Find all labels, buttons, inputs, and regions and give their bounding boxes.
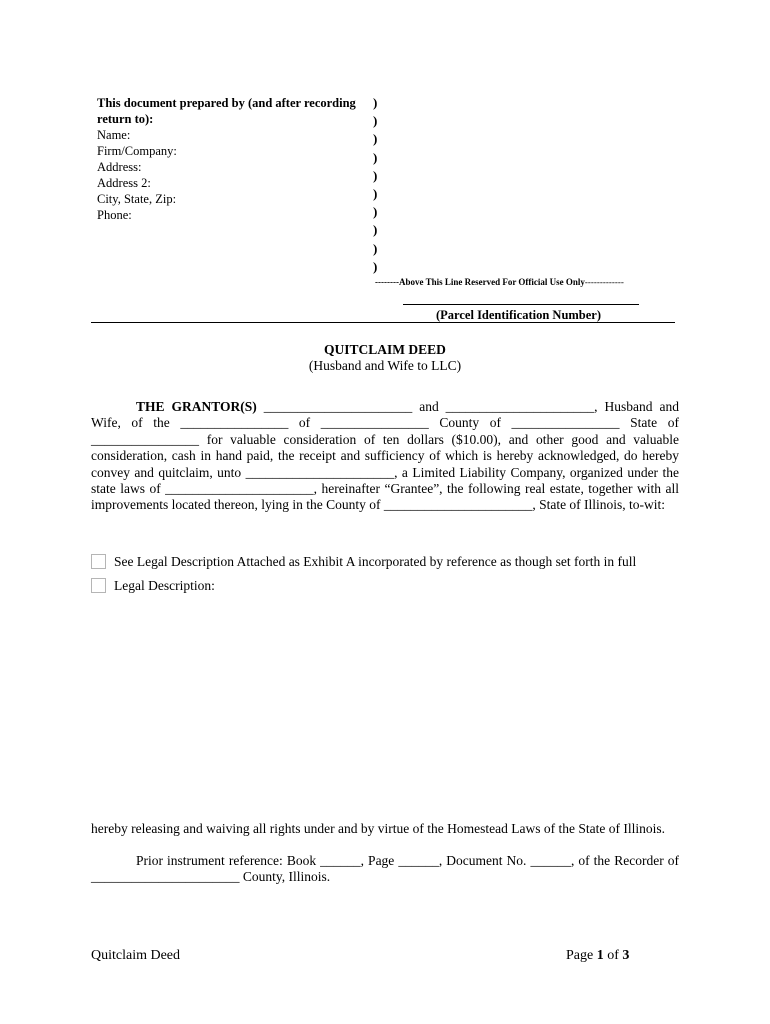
footer-document-name: Quitclaim Deed [91,948,181,963]
bracket: ) [373,167,378,183]
bracket: ) [373,240,378,256]
reserved-dashes: -------- [375,277,399,287]
preparer-field-firm: Firm/Company: [97,144,177,158]
exhibit-a-checkbox[interactable] [91,554,106,569]
reserved-trailing-dashes: ------------- [584,277,624,287]
grantor-body: ______________________ and ______________________, Husband and Wife, of the ________________ of ________________ County of ________________ State of ________________ for valuable consideration of ten dollars ($10.00), and other good and valuable consideration, cash in hand paid, the receipt and sufficiency of which is hereby acknowledged, do hereby convey and quitclaim, unto ______________________, a Limited Liability Company, organized under the state laws of ______________________, hereinafter “Grantee”, the following real estate, together with all improvements located thereon, lying in the County of ______________________, State of Illinois, to-wit: [91,399,679,513]
preparer-field-address2: Address 2: [97,176,151,190]
header-divider [91,322,675,323]
homestead-paragraph: hereby releasing and waiving all rights under and by virtue of the Homestead Laws of the State of Illinois. [91,821,665,836]
bracket: ) [373,222,378,238]
prior-instrument-text: Prior instrument reference: Book ______, Page ______, Document No. ______, of the Recorder of ______________________ County, Illinois. [91,853,679,885]
footer-of-label: of [607,948,619,963]
bracket: ) [373,95,378,110]
footer-page-total: 3 [622,948,630,963]
preparer-field-address: Address: [97,160,142,174]
preparer-field-city-state-zip: City, State, Zip: [97,192,177,206]
legal-description-label: Legal Description: [114,578,215,593]
footer-page-number [566,948,629,964]
bracket: ) [373,258,378,274]
preparer-field-phone: Phone: [97,208,132,222]
footer-page-label: Page [566,948,594,963]
parcel-number-blank-line [403,304,639,305]
bracket: ) [373,186,378,202]
prior-instrument-paragraph [91,853,679,886]
grantor-paragraph [91,399,679,514]
reserved-line [375,277,624,287]
bracket: ) [373,113,378,129]
bracket: ) [373,204,378,220]
document-title: QUITCLAIM DEED [324,342,446,357]
grantor-lead: THE GRANTOR(S) [136,399,257,414]
preparer-heading: This document prepared by (and after recording return to): [97,96,356,126]
parcel-label: (Parcel Identification Number) [436,308,602,322]
reserved-text: Above This Line Reserved For Official Use Only [398,277,585,287]
footer-page-current: 1 [596,948,604,963]
document-subtitle: (Husband and Wife to LLC) [308,358,462,373]
bracket-column [373,94,377,276]
bracket: ) [373,131,378,147]
preparer-field-name: Name: [97,128,131,142]
preparer-block [97,95,367,223]
bracket: ) [373,149,378,165]
legal-description-checkbox[interactable] [91,578,106,593]
exhibit-a-label: See Legal Description Attached as Exhibit A incorporated by reference as though set forth in full [114,554,637,569]
